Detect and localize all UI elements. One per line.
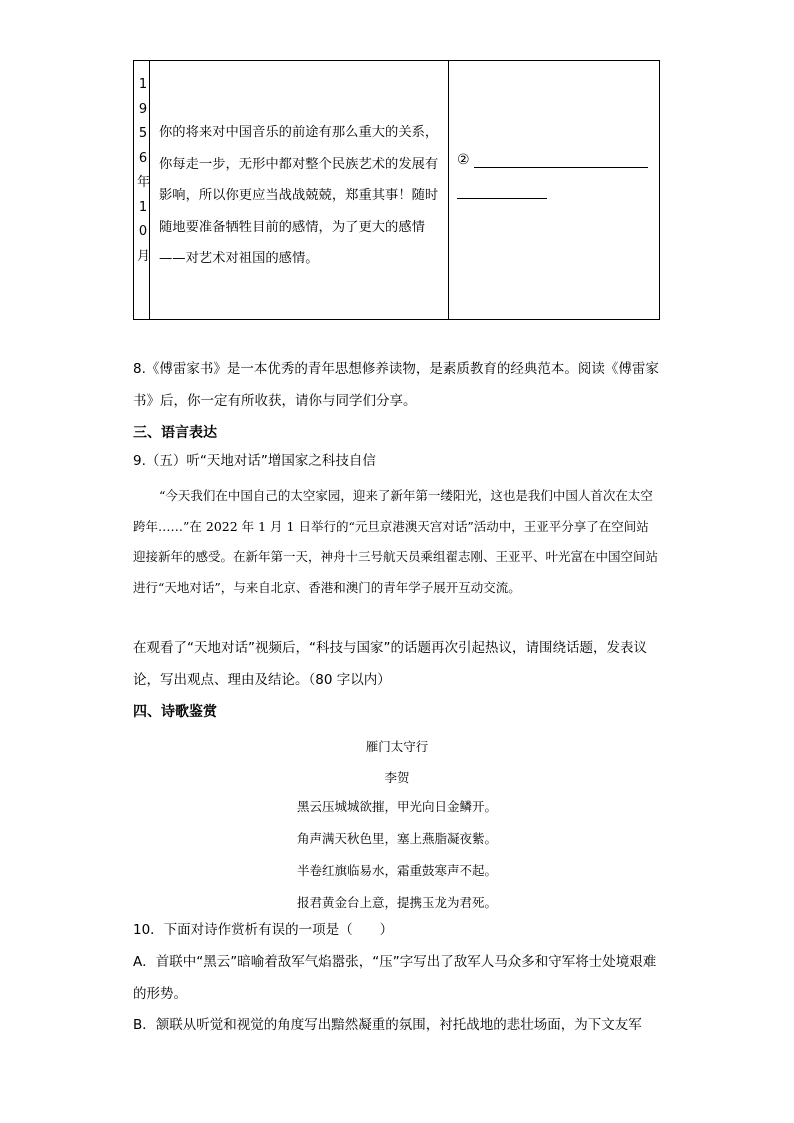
- poem-line: 报君黄金台上意，提携玉龙为君死。: [296, 895, 497, 910]
- answer-blank-line[interactable]: [474, 167, 648, 168]
- question-9-prompt: 在观看了“天地对话”视频后，“科技与国家”的话题再次引起热议，请围绕话题，发表议论，写出观点、理由及结论。（80 字以内）: [133, 640, 647, 688]
- poem-line: 角声满天秋色里，塞上燕脂凝夜紫。: [296, 831, 497, 846]
- answer-marker: ②: [457, 152, 470, 168]
- section-heading-4: 四、诗歌鉴赏: [133, 704, 217, 720]
- question-9-title: 9.（五）听“天地对话”增国家之科技自信: [133, 453, 376, 469]
- date-char: 1: [138, 77, 148, 92]
- poem-line: 黑云压城城欲摧，甲光向日金鳞开。: [296, 799, 497, 814]
- option-a[interactable]: A．首联中“黑云”暗喻着敌军气焰嚣张，“压”字写出了敌军人马众多和守军将士处境艰难的形势。: [133, 954, 657, 1002]
- answer-cell: [449, 61, 659, 319]
- date-char: 9: [138, 101, 148, 117]
- question-10: 10．下面对诗作赏析有误的一项是（ ）: [133, 922, 394, 938]
- poem-line: 半卷红旗临易水，霜重鼓寒声不起。: [296, 863, 497, 878]
- section-heading-3: 三、语言表达: [133, 425, 217, 441]
- letter-table: [133, 60, 660, 320]
- answer-blank-line[interactable]: [457, 198, 547, 199]
- date-char: 6: [138, 150, 148, 166]
- date-column: [137, 73, 149, 269]
- option-b[interactable]: B．颔联从听觉和视觉的角度写出黯然凝重的氛围，衬托战地的悲壮场面，为下文友军: [133, 1017, 642, 1033]
- date-char: 年: [137, 175, 151, 190]
- question-9-passage: “今天我们在中国自己的太空家园，迎来了新年第一缕阳光，这也是我们中国人首次在太空跨年……”在 2022 年 1 月 1 日举行的“元旦京港澳天宫对话”活动中，王亚平分享了在空间站迎接新年的感受。在新年第一天，神舟十三号航天员乘组翟志刚、王亚平、叶光富在中国空间站进行“天地对话”，与来自北京、香港和澳门的青年学子展开互动交流。: [133, 488, 659, 595]
- poem-title: 雁门太守行: [365, 739, 429, 754]
- date-char: 0: [138, 224, 148, 239]
- date-char: 5: [138, 126, 148, 141]
- date-char: 月: [137, 248, 151, 264]
- date-cell: [134, 61, 150, 319]
- poem-author: 李贺: [384, 770, 410, 785]
- letter-cell: [150, 61, 449, 319]
- letter-excerpt: 你的将来对中国音乐的前途有那么重大的关系，你每走一步，无形中都对整个民族艺术的发展有影响，所以你更应当战战兢兢，郑重其事！随时随地要准备牺牲目前的感情，为了更大的感情——对艺术对祖国的感情。: [159, 125, 439, 266]
- question-8: 8.《傅雷家书》是一本优秀的青年思想修养读物，是素质教育的经典范本。阅读《傅雷家书》后，你一定有所收获，请你与同学们分享。: [133, 361, 659, 409]
- date-char: 1: [138, 199, 148, 215]
